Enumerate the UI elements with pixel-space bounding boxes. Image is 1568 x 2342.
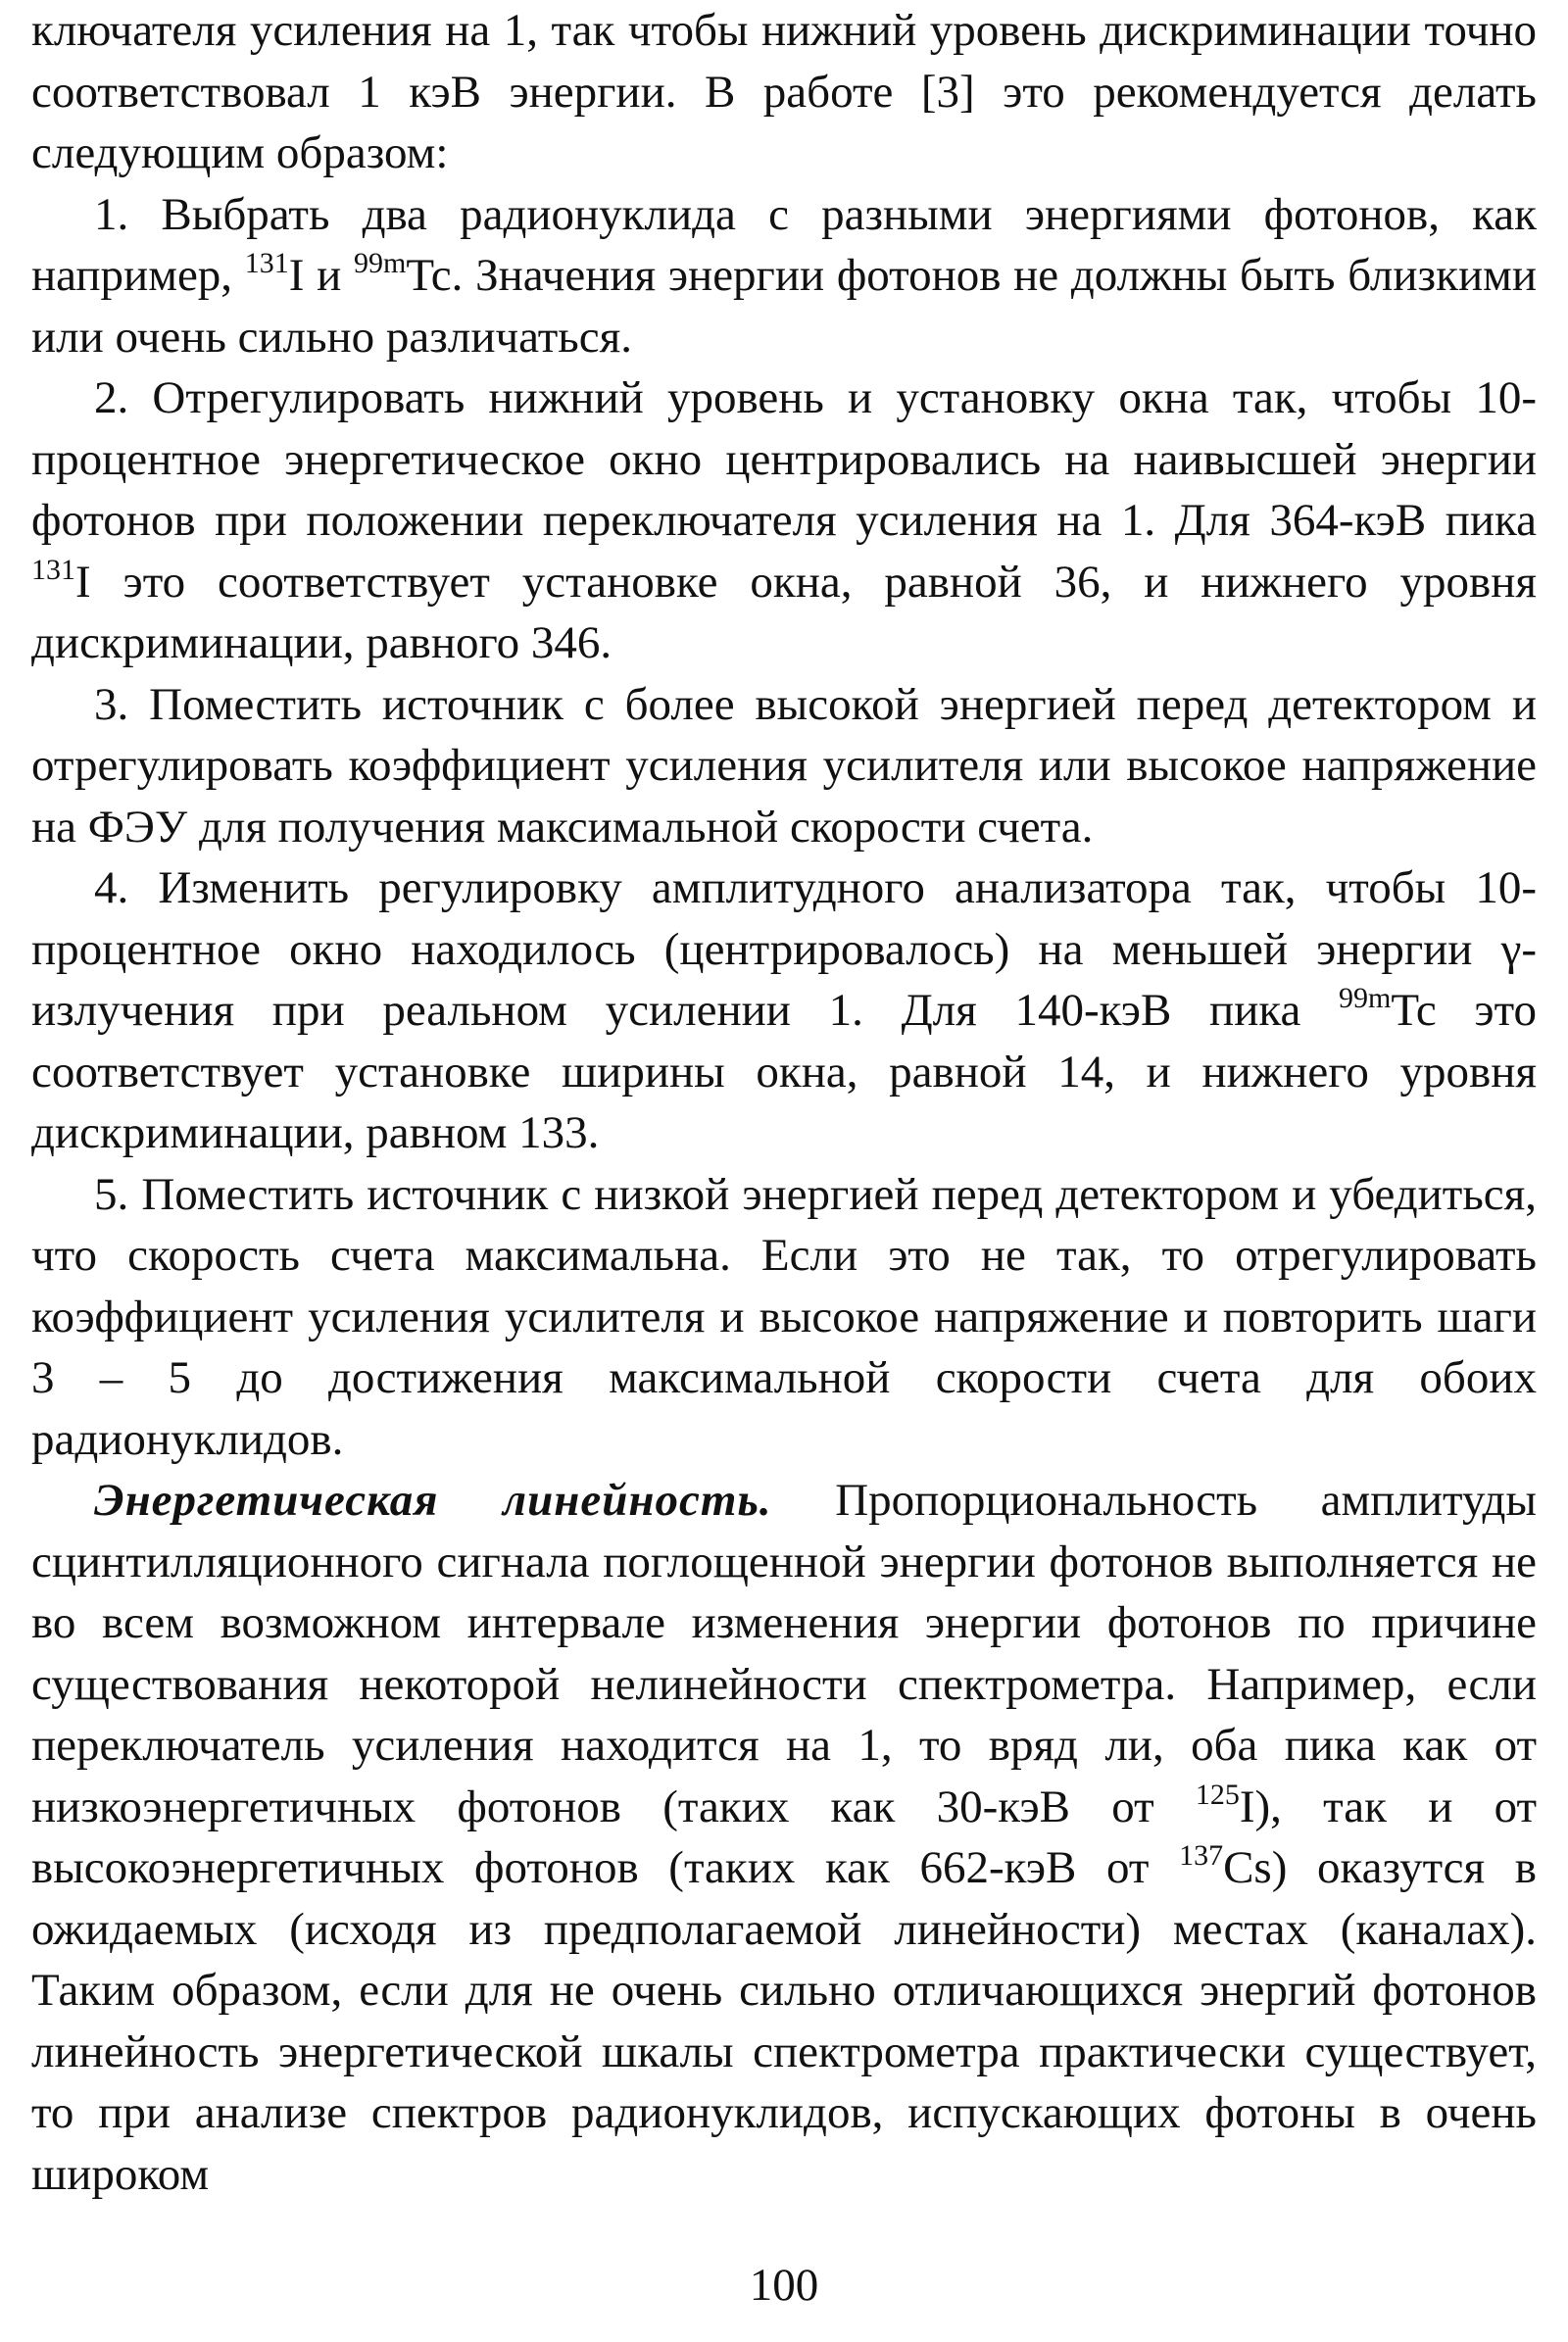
step-5: 5. Поместить источник с низкой энергией перед детектором и убедиться, что скорость счета максимальна. Если это не так, то отрегулировать коэффициент усиления усилителя и высокое напряжение и повторить шаги 3 – 5 до достижения максимальной скорости счета для обоих радионуклидов. bbox=[31, 1168, 1537, 1465]
step-3: 3. Поместить источник с более высокой энергией перед детектором и отрегулировать коэффициент усиления усилителя или высокое напряжение на ФЭУ для получения максимальной скорости счета. bbox=[31, 678, 1537, 853]
linearity-text-c: Cs) оказутся в ожидаемых (исходя из предполагаемой линейности) местах (каналах). Таким образом, если для не очень сильно отличающихся энергий фотонов линейность энергетической шкалы спектрометра практически существует, то при анализе спектров радионуклидов, испускающих фотоны в очень широком bbox=[31, 1842, 1537, 2200]
step-1-text-c: Tc. Значения энергии фотонов не должны быть близкими или очень сильно различаться. bbox=[31, 250, 1537, 363]
step-1-text-a: 1. Выбрать два радионуклида с разными энергиями фотонов, как например, bbox=[31, 188, 1537, 301]
linearity-text-a: Пропорциональность амплитуды сцинтилляционного сигнала поглощенной энергии фотонов выполняется не во всем возможном интервале изменения энергии фотонов по причине существования некоторой нелинейности спектрометра. Например, если переключатель усиления находится на 1, то вряд ли, оба пика как от низкоэнергетичных фотонов (таких как 30-кэВ от bbox=[31, 1475, 1537, 1832]
step-2-text-b: I это соответствует установке окна, равной 36, и нижнего уровня дискриминации, равного 346. bbox=[31, 556, 1537, 668]
page-body bbox=[31, 0, 1537, 2205]
isotope-mass-i131: 131 bbox=[31, 553, 75, 586]
isotope-mass-tc99m: 99m bbox=[1339, 982, 1392, 1014]
paragraph-energy-linearity bbox=[31, 1470, 1537, 2205]
isotope-mass-cs137: 137 bbox=[1179, 1839, 1224, 1872]
step-4 bbox=[31, 857, 1537, 1164]
isotope-mass-i131: 131 bbox=[244, 247, 289, 279]
paragraph-intro: ключателя усиления на 1, так чтобы нижний уровень дискриминации точно соответствовал 1 кэВ энергии. В работе [3] это рекомендуется делать следующим образом: bbox=[31, 5, 1537, 178]
isotope-mass-tc99m: 99m bbox=[353, 247, 407, 279]
step-1-text-b: I и bbox=[288, 250, 354, 301]
step-1 bbox=[31, 184, 1537, 368]
step-2 bbox=[31, 367, 1537, 674]
section-heading-energy-linearity: Энергетическая линейность. bbox=[94, 1475, 772, 1526]
page-number: 100 bbox=[749, 2260, 819, 2311]
main-text bbox=[31, 0, 1537, 2205]
step-4-text-a: 4. Изменить регулировку амплитудного анализатора так, чтобы 10-процентное окно находилось (центрировалось) на меньшей энергии γ-излучения при реальном усилении 1. Для 140-кэВ пика bbox=[31, 862, 1537, 1036]
step-4-text-b: Tc это соответствует установке ширины окна, равной 14, и нижнего уровня дискриминации, равном 133. bbox=[31, 985, 1537, 1158]
step-2-text-a: 2. Отрегулировать нижний уровень и установку окна так, чтобы 10-процентное энергетическое окно центрировались на наивысшей энергии фотонов при положении переключателя усиления на 1. Для 364-кэВ пика bbox=[31, 372, 1537, 546]
linearity-text-b: I), так и от высокоэнергетичных фотонов (таких как 662-кэВ от bbox=[31, 1781, 1537, 1893]
isotope-mass-i125: 125 bbox=[1195, 1778, 1240, 1811]
